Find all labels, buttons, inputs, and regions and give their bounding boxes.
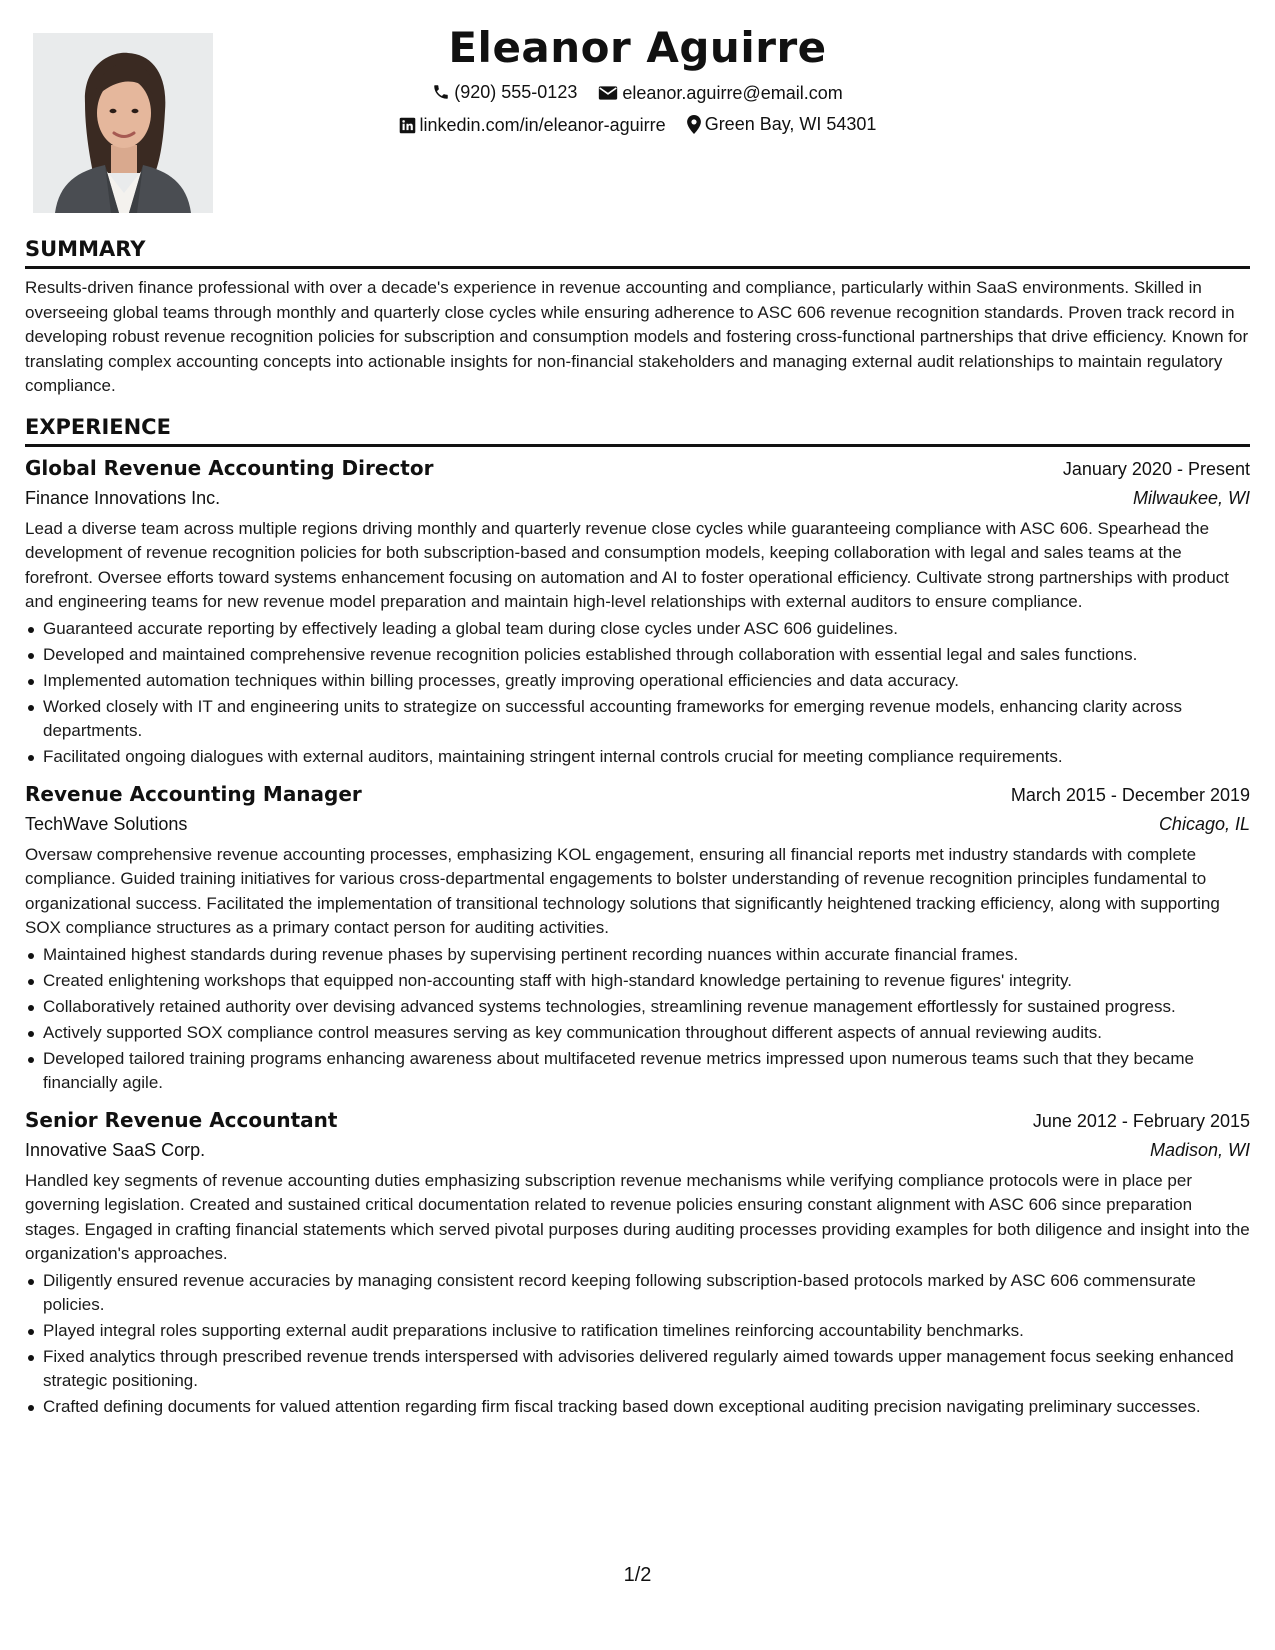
linkedin-text[interactable]: linkedin.com/in/eleanor-aguirre xyxy=(419,115,666,135)
location-text: Green Bay, WI 54301 xyxy=(704,114,877,134)
company-name: TechWave Solutions xyxy=(25,813,188,834)
contact-linkedin xyxy=(399,112,666,138)
job-location: Madison, WI xyxy=(1149,1139,1250,1160)
job-dates: March 2015 - December 2019 xyxy=(1010,784,1250,805)
job-dates: January 2020 - Present xyxy=(1062,458,1250,479)
bullet-item: Facilitated ongoing dialogues with external auditors, maintaining stringent internal controls crucial for meeting compliance requirements. xyxy=(43,745,1250,769)
job-description: Handled key segments of revenue accounting duties emphasizing subscription revenue mechanisms while verifying compliance protocols were in place per governing legislation. Created and sustained critical documentation related to revenue policies ensuring constant alignment with ASC 606 since preparation stages. Engaged in crafting financial statements which served pivotal purposes during auditing processes providing examples for both diligence and insight into the organization's approaches. xyxy=(25,1170,1250,1263)
experience-section xyxy=(25,413,1250,1419)
page-number: 1/2 xyxy=(623,1564,652,1586)
map-pin-icon xyxy=(687,115,701,134)
job-entry xyxy=(25,779,1250,1095)
contact-phone xyxy=(432,79,577,105)
job-title: Revenue Accounting Manager xyxy=(25,781,362,806)
bullet-item: Developed and maintained comprehensive revenue recognition policies established through collaboration with essential legal and sales functions. xyxy=(43,643,1250,667)
bullet-item: Fixed analytics through prescribed revenue trends interspersed with advisories delivered regularly aimed towards upper management focus seeking enhanced strategic positioning. xyxy=(43,1345,1250,1393)
bullet-item: Worked closely with IT and engineering units to strategize on successful accounting frameworks for emerging revenue models, enhancing clarity across departments. xyxy=(43,695,1250,743)
summary-text: Results-driven finance professional with over a decade's experience in revenue accounting and compliance, particularly within SaaS environments. Skilled in overseeing global teams through monthly and quarterly close cycles while ensuring adherence to ASC 606 revenue recognition standards. Proven track record in developing robust revenue recognition policies for subscription and consumption models and fostering cross-functional partnerships that drive efficiency. Known for translating complex accounting concepts into actionable insights for non-financial stakeholders and managing external audit relationships to maintain regulatory compliance. xyxy=(25,278,1249,395)
resume-header xyxy=(25,0,1250,235)
summary-heading: SUMMARY xyxy=(25,235,1250,269)
bullet-item: Actively supported SOX compliance control measures serving as key communication throughout different aspects of annual reviewing audits. xyxy=(43,1021,1250,1045)
contact-email xyxy=(598,80,842,106)
job-bullets xyxy=(25,1269,1250,1419)
job-bullets xyxy=(25,617,1250,769)
job-entry xyxy=(25,1105,1250,1419)
bullet-item: Guaranteed accurate reporting by effectively leading a global team during close cycles under ASC 606 guidelines. xyxy=(43,617,1250,641)
email-text[interactable]: eleanor.aguirre@email.com xyxy=(622,83,843,103)
phone-icon xyxy=(432,83,450,101)
job-location: Chicago, IL xyxy=(1158,813,1250,834)
job-entry xyxy=(25,453,1250,769)
envelope-icon xyxy=(598,85,618,101)
job-bullets xyxy=(25,943,1250,1095)
resume-page xyxy=(25,0,1250,1419)
job-description: Lead a diverse team across multiple regions driving monthly and quarterly revenue close cycles while guaranteeing compliance with ASC 606. Spearhead the development of revenue recognition policies for both subscription-based and consumption models, keeping collaboration with legal and sales teams at the forefront. Oversee efforts toward systems enhancement focusing on automation and AI to foster operational efficiency. Cultivate strong partnerships with product and engineering teams for new revenue model preparation and maintain high-level relationships with external auditors to ensure compliance. xyxy=(25,518,1229,611)
linkedin-icon xyxy=(399,117,416,134)
bullet-item: Collaboratively retained authority over devising advanced systems technologies, streamlining revenue management effortlessly for sustained progress. xyxy=(43,995,1250,1019)
contact-location xyxy=(687,111,877,137)
company-name: Innovative SaaS Corp. xyxy=(25,1139,206,1160)
job-location: Milwaukee, WI xyxy=(1132,487,1250,508)
job-title: Senior Revenue Accountant xyxy=(25,1107,338,1132)
company-name: Finance Innovations Inc. xyxy=(25,487,221,508)
bullet-item: Created enlightening workshops that equipped non-accounting staff with high-standard knowledge pertaining to revenue figures' integrity. xyxy=(43,969,1250,993)
bullet-item: Implemented automation techniques within billing processes, greatly improving operational efficiencies and data accuracy. xyxy=(43,669,1250,693)
experience-heading: EXPERIENCE xyxy=(25,413,1250,447)
job-dates: June 2012 - February 2015 xyxy=(1032,1110,1250,1131)
job-description: Oversaw comprehensive revenue accounting processes, emphasizing KOL engagement, ensuring all financial reports met industry standards with complete compliance. Guided training initiatives for various cross-departmental engagements to bolster understanding of revenue recognition principles fundamental to organizational success. Facilitated the implementation of transitional technology solutions that significantly heightened tracking efficiency, along with supporting SOX compliance structures as a primary contact person for auditing activities. xyxy=(25,844,1220,937)
bullet-item: Crafted defining documents for valued attention regarding firm fiscal tracking based down exceptional auditing precision navigating preliminary successes. xyxy=(43,1395,1250,1419)
phone-text[interactable]: (920) 555-0123 xyxy=(454,82,578,102)
bullet-item: Diligently ensured revenue accuracies by managing consistent record keeping following subscription-based protocols marked by ASC 606 commensurate policies. xyxy=(43,1269,1250,1317)
bullet-item: Developed tailored training programs enhancing awareness about multifaceted revenue metrics impressed upon numerous teams such that they became financially agile. xyxy=(43,1047,1250,1095)
candidate-name: Eleanor Aguirre xyxy=(448,23,827,72)
contact-line-primary xyxy=(25,79,1250,108)
job-title: Global Revenue Accounting Director xyxy=(25,455,434,480)
summary-section xyxy=(25,235,1250,399)
contact-line-secondary xyxy=(25,111,1250,141)
bullet-item: Maintained highest standards during revenue phases by supervising pertinent recording nuances within accurate financial frames. xyxy=(43,943,1250,967)
bullet-item: Played integral roles supporting external audit preparations inclusive to ratification timelines reinforcing accountability benchmarks. xyxy=(43,1319,1250,1343)
